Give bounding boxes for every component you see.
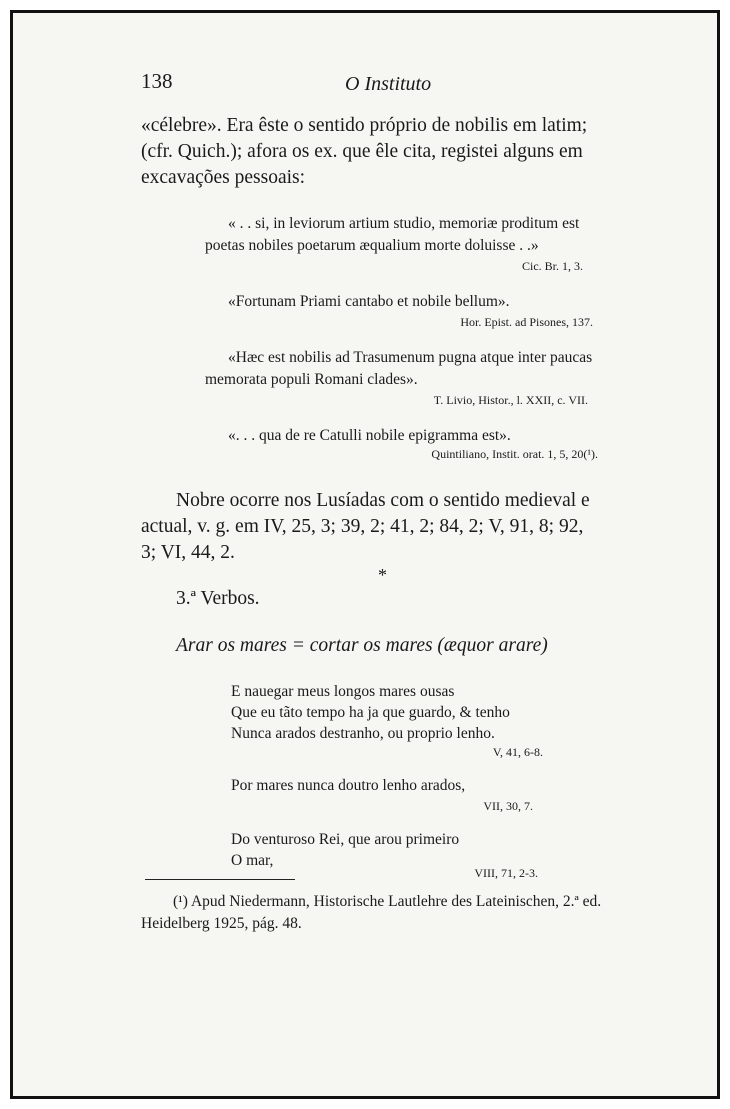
quote-3-source: T. Livio, Histor., l. XXII, c. VII. (433, 393, 588, 407)
quote-2-line-1: «Fortunam Priami cantabo et nobile bellum». (228, 293, 510, 310)
verse-3-line-1: Do venturoso Rei, que arou primeiro (231, 831, 460, 848)
footnote-line-1: (¹) Apud Niedermann, Historische Lautlehre des Lateinischen, 2.ª ed. (173, 893, 602, 910)
running-title: O Instituto (345, 73, 432, 95)
quote-1-source: Cic. Br. 1, 3. (521, 259, 583, 273)
verse-1-line-3: Nunca arados destranho, ou proprio lenho. (231, 725, 495, 742)
quote-3-line-1: «Hæc est nobilis ad Trasumenum pugna atque inter paucas (228, 349, 593, 366)
verse-1-line-1: E nauegar meus longos mares ousas (231, 683, 455, 700)
page (10, 10, 720, 1099)
section-heading: 3.ª Verbos. (176, 588, 260, 609)
quote-2-source: Hor. Epist. ad Pisones, 137. (460, 315, 593, 329)
verse-2-source: VII, 30, 7. (483, 799, 533, 813)
intro-line-2: (cfr. Quich.); afora os ex. que êle cita, registei alguns em (141, 141, 583, 162)
quote-4-line-1: «. . . qua de re Catulli nobile epigramma est». (228, 427, 511, 444)
intro-line-1: «célebre». Era êste o sentido próprio de nobilis em latim; (141, 115, 588, 136)
page-number: 138 (141, 69, 173, 93)
nobre-line-2: actual, v. g. em IV, 25, 3; 39, 2; 41, 2; 84, 2; V, 91, 8; 92, (141, 516, 584, 537)
nobre-line-3: 3; VI, 44, 2. (141, 542, 235, 563)
quote-1-line-2: poetas nobiles poetarum æqualium morte doluisse . .» (205, 237, 539, 254)
quote-4-source: Quintiliano, Instit. orat. 1, 5, 20(¹). (431, 447, 598, 461)
footnote-line-2: Heidelberg 1925, pág. 48. (141, 915, 302, 932)
verse-2-line-1: Por mares nunca doutro lenho arados, (231, 777, 466, 794)
intro-line-3: excavações pessoais: (141, 167, 306, 188)
verse-1-line-2: Que eu tãto tempo ha ja que guardo, & tenho (231, 704, 510, 721)
verse-3-source: VIII, 71, 2-3. (474, 866, 538, 880)
nobre-line-1: Nobre ocorre nos Lusíadas com o sentido medieval e (176, 490, 590, 511)
quote-3-line-2: memorata populi Romani clades». (205, 371, 418, 388)
verse-1-source: V, 41, 6-8. (492, 745, 543, 759)
verse-3-line-2: O mar, (231, 852, 274, 869)
separator-asterisk: * (378, 565, 387, 585)
footnote-rule (145, 879, 295, 880)
quote-1-line-1: « . . si, in leviorum artium studio, memoriæ proditum est (228, 215, 580, 232)
arar-heading: Arar os mares = cortar os mares (æquor arare) (176, 635, 548, 656)
